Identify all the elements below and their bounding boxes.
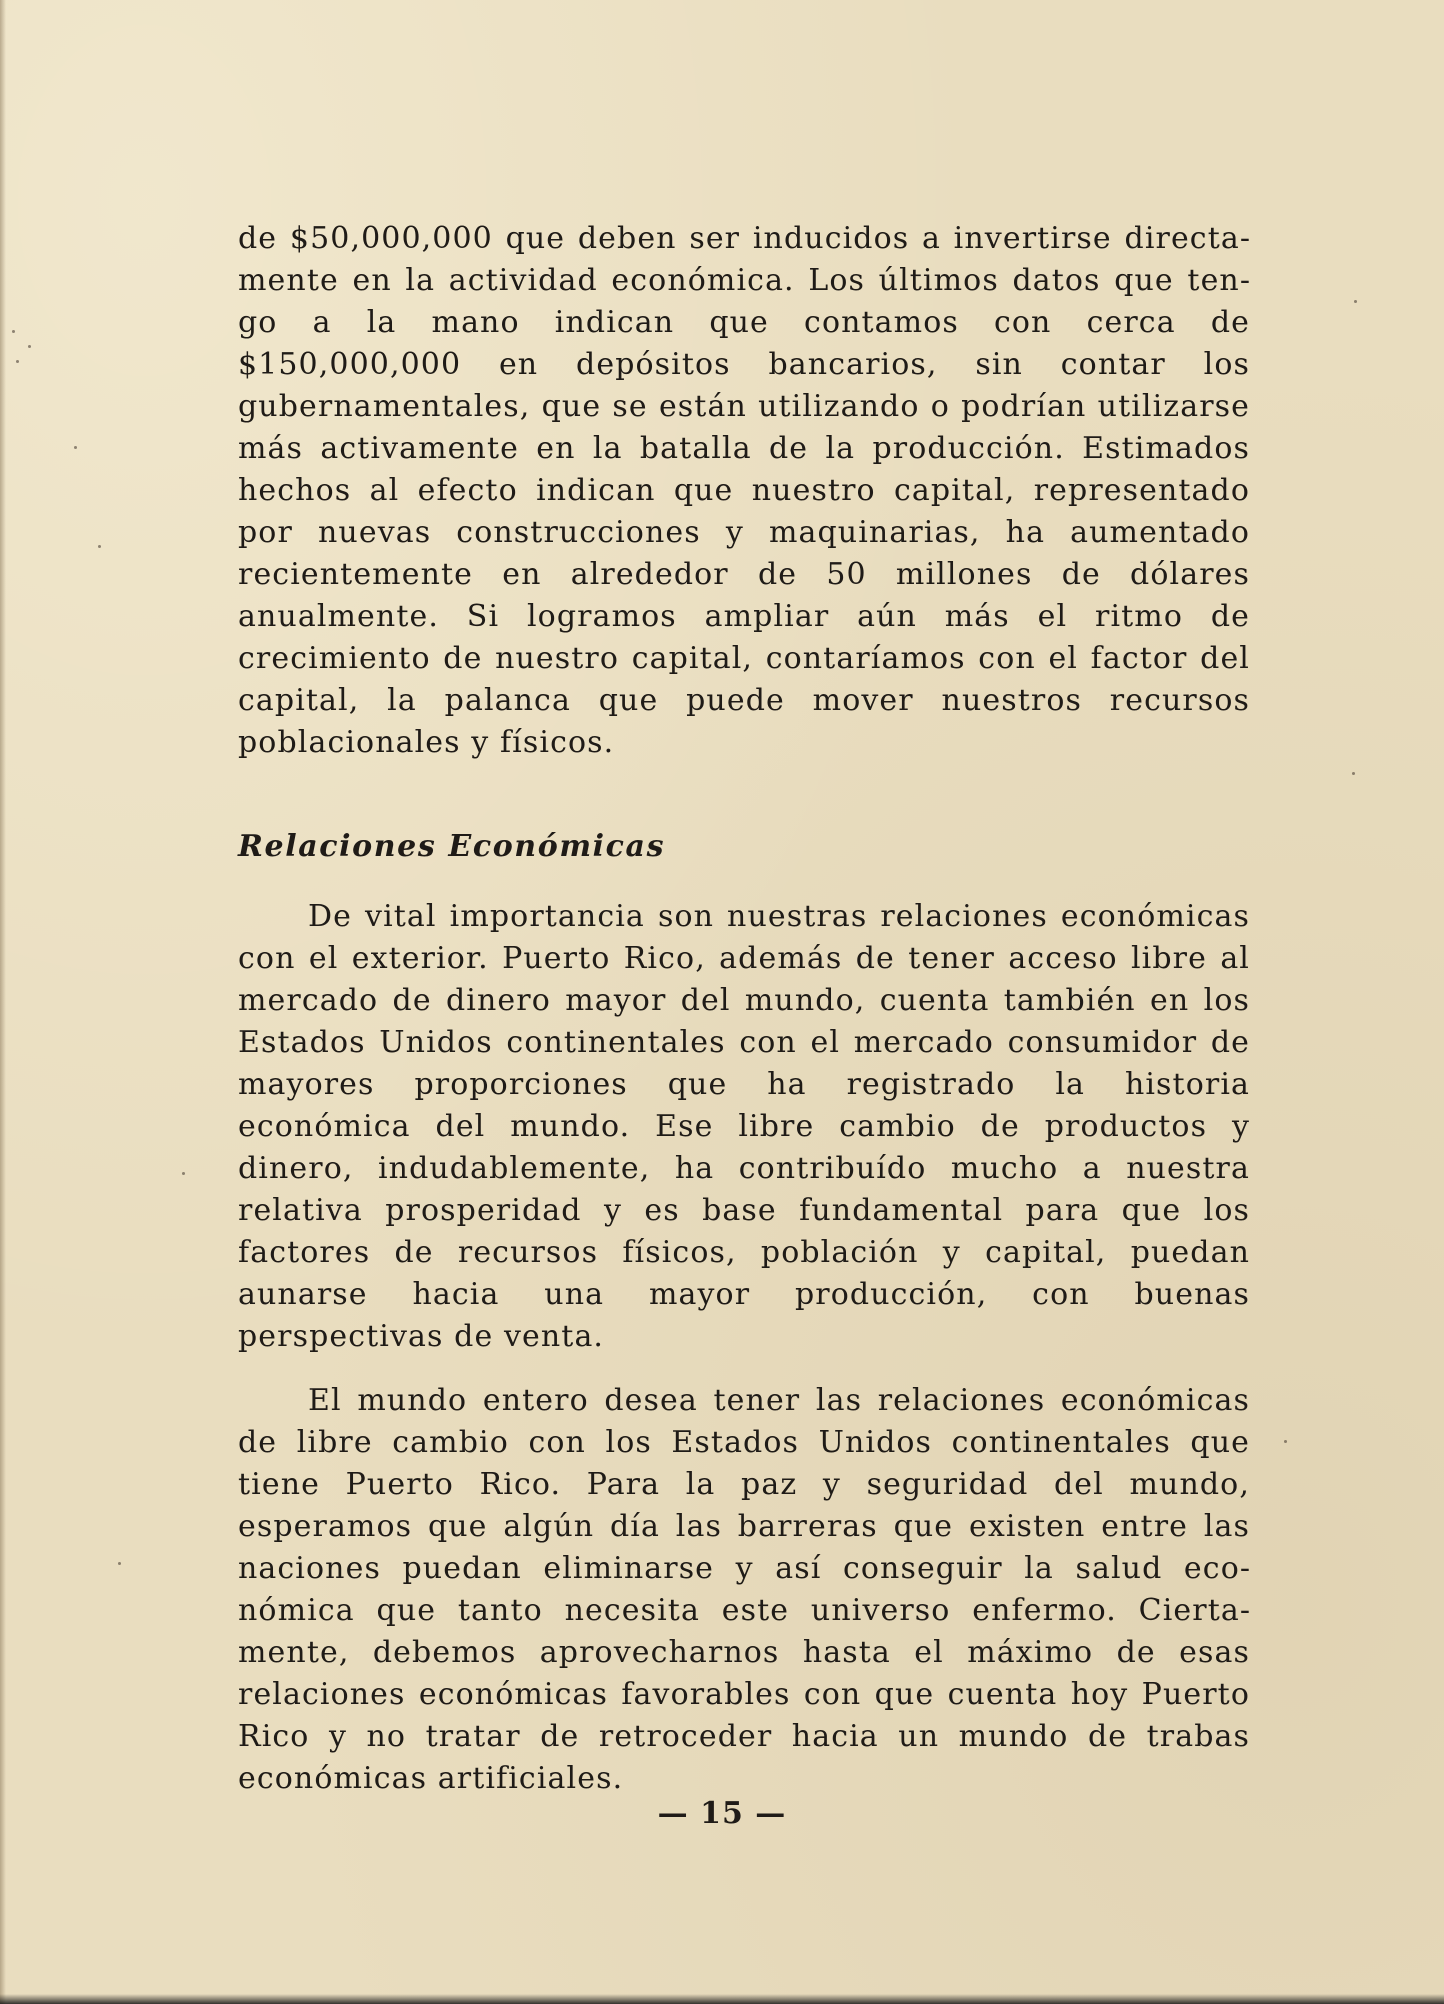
paragraph-mundo: El mundo entero desea tener las relaciones económicas de libre cambio con los Estados Unidos continentales que tiene Puerto Rico. Para la paz y seguridad del mundo, esperamos que algún día las barreras que existen entre las naciones puedan eliminarse y así conseguir la salud económica que tanto necesita este universo enfermo. Ciertamente, debemos aprovecharnos hasta el máximo de esas relaciones económicas favorables con que cuenta hoy Puerto Rico y no tratar de retroceder hacia un mundo de trabas económicas artificiales. [238, 1383, 1250, 1796]
paper-speck [182, 1172, 185, 1175]
paper-speck [74, 446, 77, 449]
paper-speck [1284, 1440, 1287, 1443]
paragraph-spacer [238, 1358, 1250, 1380]
paragraph-relaciones: De vital importancia son nuestras relaciones económicas con el exterior. Puerto Rico, además de tener acceso libre al mercado de dinero mayor del mundo, cuenta también en los Estados Unidos continentales con el mercado consumidor de mayores proporciones que ha registrado la historia económica del mundo. Ese libre cambio de productos y dinero, indudablemente, ha contribuído mucho a nuestra relativa prosperidad y es base fundamental para que los factores de recursos físicos, población y capital, puedan aunarse hacia una mayor producción, con buenas perspectivas de venta. [238, 899, 1250, 1354]
page-left-edge [0, 0, 6, 2004]
paper-speck [1352, 772, 1355, 775]
paper-speck [1354, 300, 1357, 303]
paper-speck [16, 360, 19, 363]
page-number: — 15 — [657, 1796, 787, 1831]
paper-speck [28, 345, 31, 348]
page-bottom-edge [0, 1994, 1444, 2004]
paper-speck [12, 330, 15, 333]
body-text [238, 218, 1250, 1800]
paper-speck [118, 1562, 121, 1565]
paper-speck [98, 545, 101, 548]
paragraph-capital: de $50,000,000 que deben ser inducidos a invertirse directamente en la actividad económica. Los últimos datos que tengo a la mano indican que contamos con cerca de $150,000,000 en depósitos bancarios, sin contar los gubernamentales, que se están utilizando o podrían utilizarse más activamente en la batalla de la producción. Estimados hechos al efecto indican que nuestro capital, representado por nuevas construcciones y maquinarias, ha aumentado recientemente en alrededor de 50 millones de dólares anualmente. Si logramos ampliar aún más el ritmo de crecimiento de nuestro capital, contaríamos con el factor del capital, la palanca que puede mover nuestros recursos poblacionales y físicos. [238, 221, 1250, 760]
section-heading: Relaciones Económicas [238, 829, 666, 864]
